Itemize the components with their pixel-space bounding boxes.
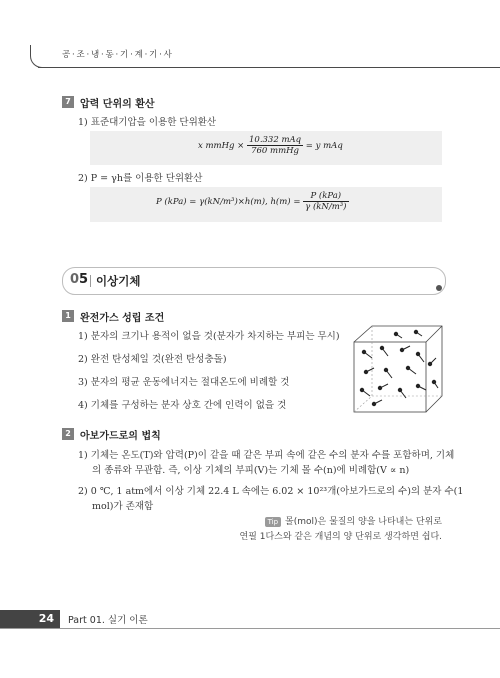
section-number-badge: 1 <box>62 310 74 322</box>
list-item: 2) P = γh를 이용한 단위환산 <box>78 173 203 184</box>
section-heading: 압력 단위의 환산 <box>80 99 155 110</box>
gas-molecules-cube-illustration <box>352 324 444 414</box>
list-item-line: 의 종류와 무관함. 즉, 이상 기체의 부피(V)는 기체 몰 수(n)에 비례함(V ∝ n) <box>92 465 410 476</box>
list-item-line: mol)가 존재함 <box>92 501 154 512</box>
formula-box <box>90 187 442 222</box>
footer-part-title: Part 01. 실기 이론 <box>68 615 148 626</box>
section-heading: 아보가드로의 법칙 <box>80 431 161 442</box>
list-item: 4) 기체를 구성하는 분자 상호 간에 인력이 없을 것 <box>78 400 287 411</box>
list-item: 1) 분자의 크기나 용적이 없을 것(분자가 차지하는 부피는 무시) <box>78 331 340 342</box>
running-header-title: 공·조·냉·동·기·계·기·사 <box>62 50 174 60</box>
chapter-number: 05 <box>70 272 89 287</box>
list-item: 1) 표준대기압을 이용한 단위환산 <box>78 117 217 128</box>
fraction: $\frac{\text{P (kPa)}}{\text{γ (kN/m³)}}$ <box>305 191 347 212</box>
pressure-formula: P (kPa) = γ(kN/m³)×h(m), h(m) = $\frac{\text{P (kPa)}}{\text{γ (kN/m³)}}$ <box>156 191 347 212</box>
fraction: $\frac{\text{10.332 mAq}}{\text{760 mmHg}}$ <box>249 135 302 156</box>
tip-note-line: 몰(mol)은 물질의 양을 나타내는 단위로 <box>285 517 442 527</box>
header-corner-ornament <box>30 45 45 68</box>
tip-note <box>230 515 442 545</box>
banner-dot <box>436 285 442 291</box>
footer-rule <box>0 628 500 629</box>
section-number-badge: 2 <box>62 428 74 440</box>
list-item-line: 1) 기체는 온도(T)와 압력(P)이 같을 때 같은 부피 속에 같은 수의 분자 수를 포함하며, 기체 <box>78 450 455 461</box>
list-item-line: 2) 0 ℃, 1 atm에서 이상 기체 22.4 L 속에는 6.02 × 10²³개(아보가드로의 수)의 분자 수(1 <box>78 486 464 497</box>
unit-conversion-formula: x mmHg × $\frac{\text{10.332 mAq}}{\text{760 mmHg}}$ = y mAq <box>198 135 343 156</box>
tip-note-line: 연필 1다스와 같은 개념의 양 단위로 생각하면 쉽다. <box>239 532 442 542</box>
chapter-title: 이상기체 <box>96 274 141 288</box>
header-rule <box>38 67 500 68</box>
section-number-badge: 7 <box>62 96 74 108</box>
banner-divider <box>90 275 91 287</box>
tip-badge: Tip <box>265 517 281 527</box>
list-item: 3) 분자의 평균 운동에너지는 절대온도에 비례할 것 <box>78 377 290 388</box>
section-heading: 완전가스 성립 조건 <box>80 313 165 324</box>
formula-box <box>90 131 442 165</box>
list-item: 2) 완전 탄성체일 것(완전 탄성충돌) <box>78 354 227 365</box>
page-number-tab: 24 <box>0 610 60 628</box>
